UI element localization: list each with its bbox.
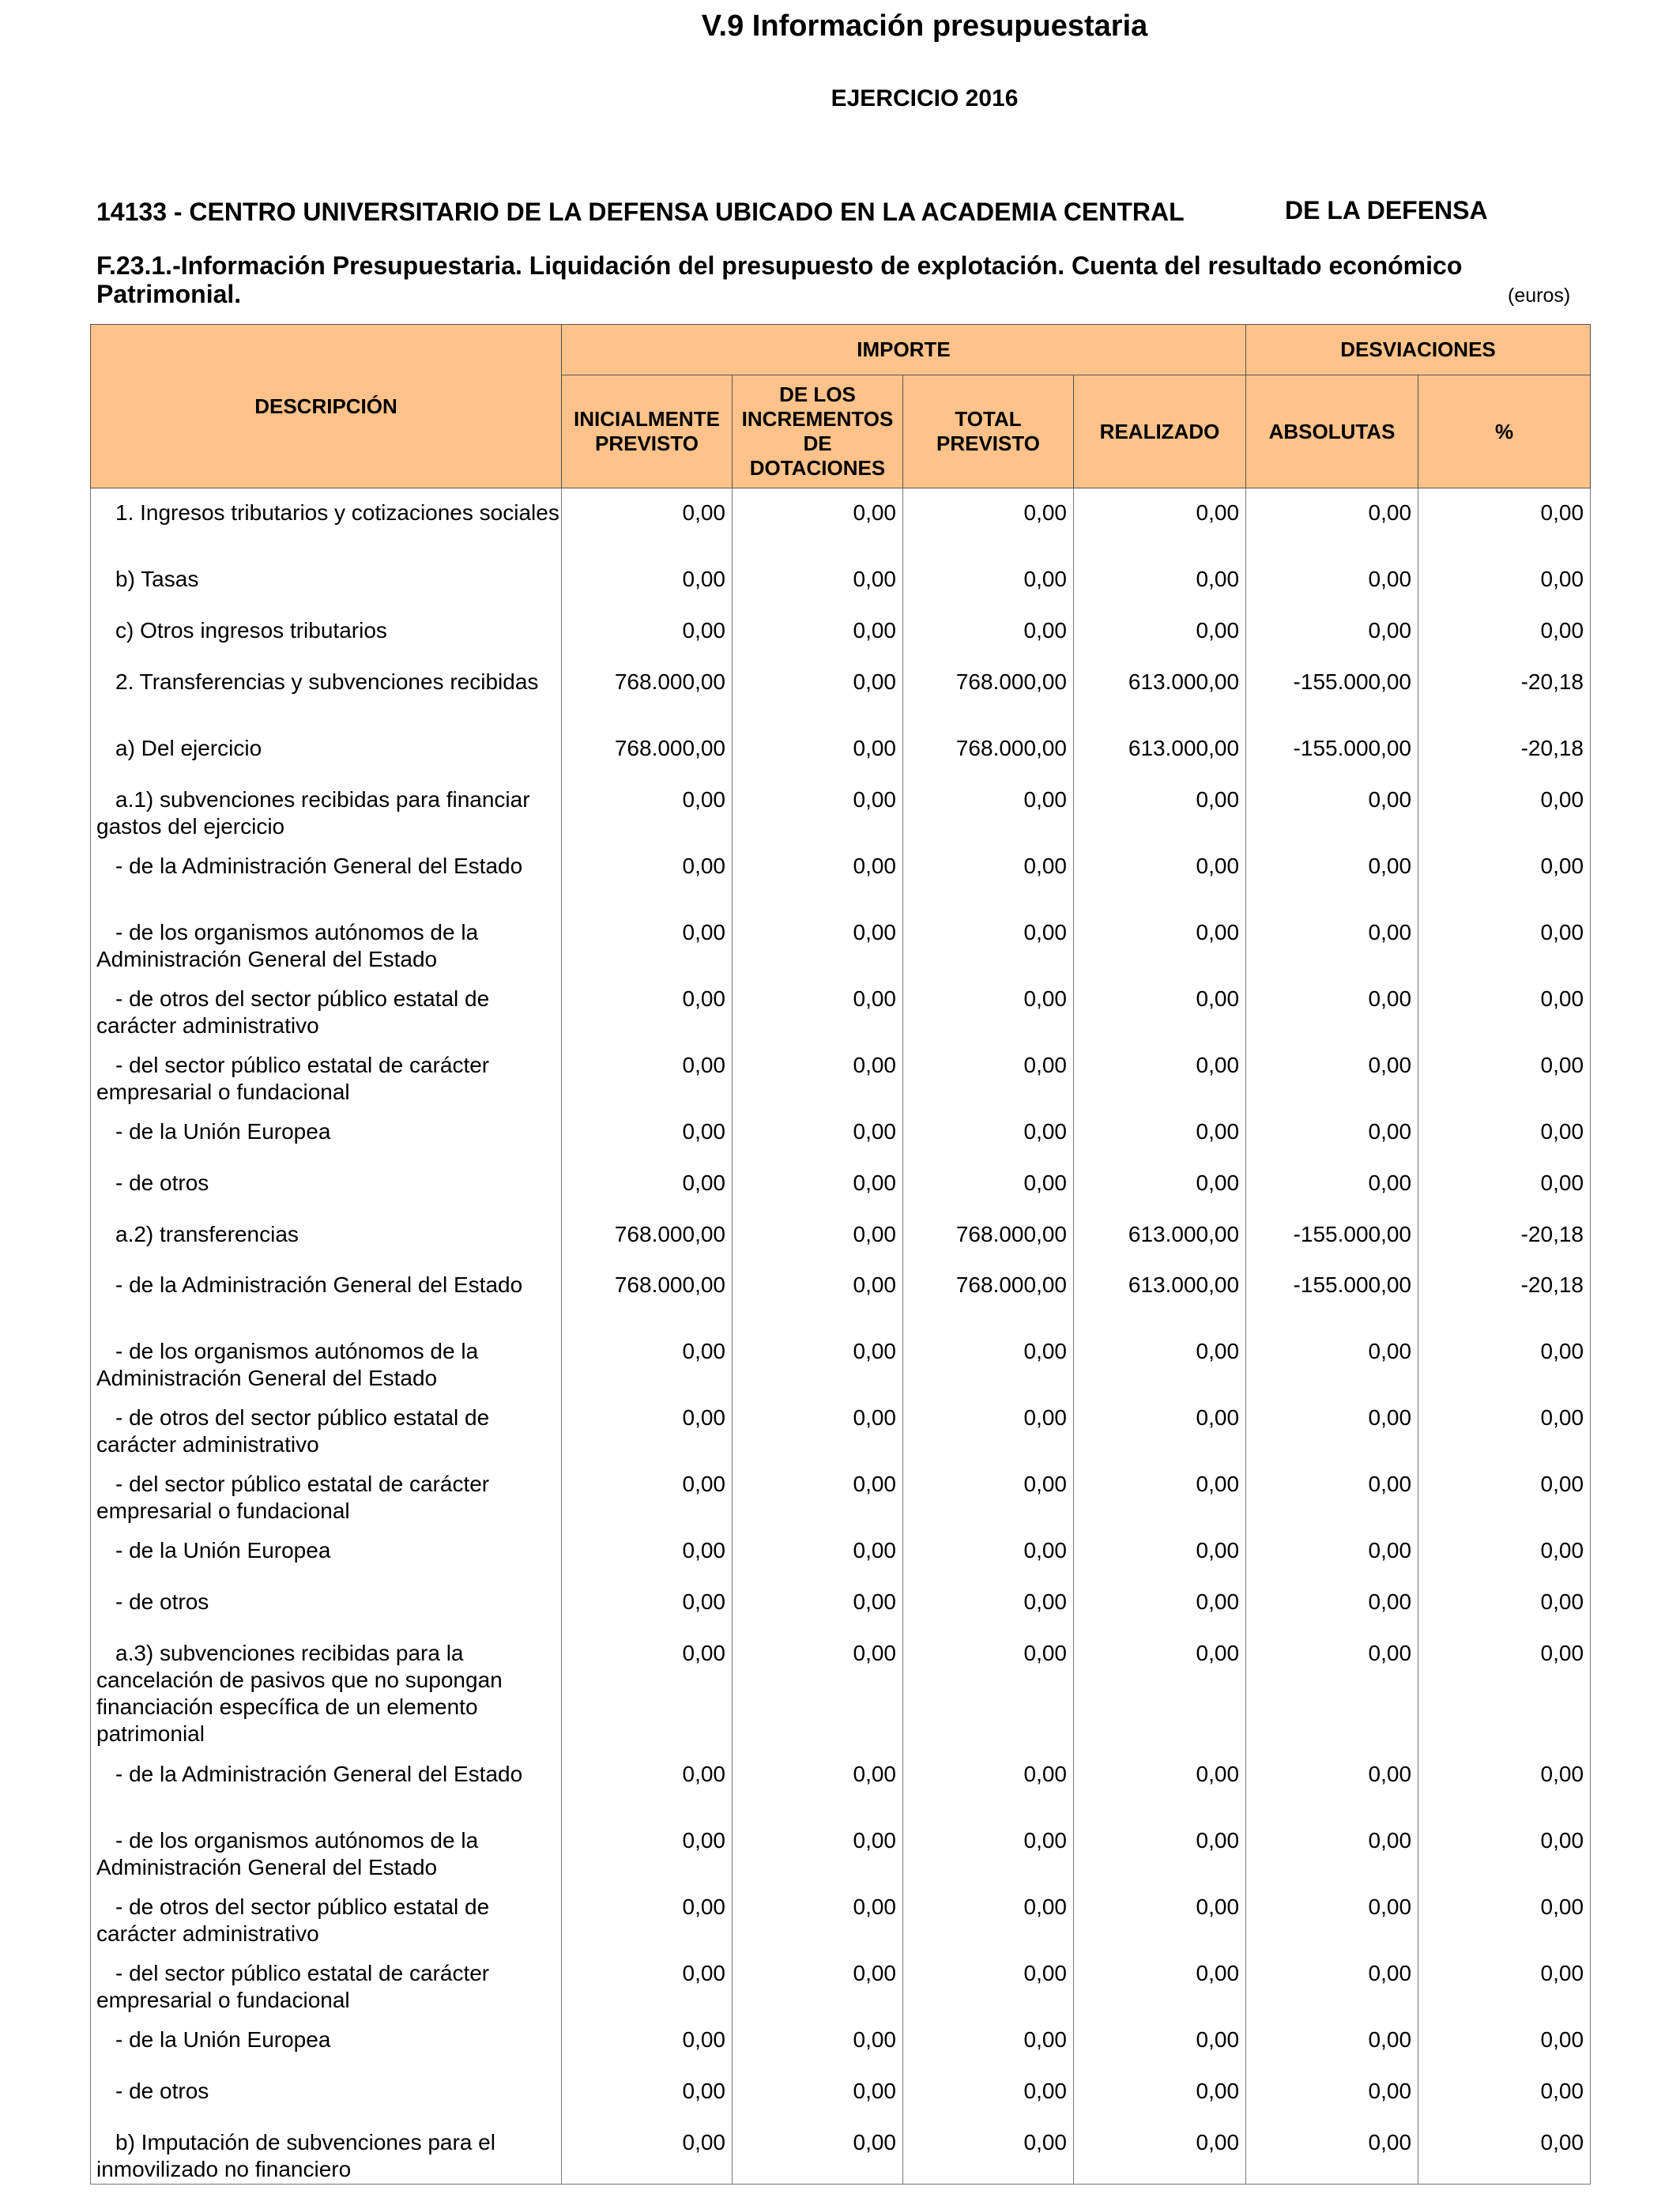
row-label: - de otros — [115, 2078, 209, 2103]
row-description — [91, 775, 562, 842]
row-value: 0,00 — [733, 1041, 903, 1107]
row-value: 0,00 — [1246, 555, 1418, 606]
row-value: 768.000,00 — [562, 1210, 733, 1261]
row-value: 0,00 — [1418, 1460, 1591, 1526]
row-value: 0,00 — [733, 2118, 903, 2185]
row-label: - del sector público estatal de carácter empresarial o fundacional — [96, 1471, 490, 1523]
row-value: 0,00 — [903, 1883, 1074, 1949]
entity-name: 14133 - CENTRO UNIVERSITARIO DE LA DEFENSA UBICADO EN LA ACADEMIA CENTRAL — [96, 198, 1185, 226]
row-description — [91, 1327, 562, 1393]
header-absolutas: ABSOLUTAS — [1246, 375, 1418, 488]
row-value: 0,00 — [903, 1460, 1074, 1526]
row-value: 0,00 — [1074, 842, 1246, 908]
row-value: 0,00 — [1246, 1159, 1418, 1210]
table-row — [91, 1393, 1591, 1460]
table-row — [91, 1816, 1591, 1883]
row-value: 0,00 — [562, 1629, 733, 1750]
row-value: 0,00 — [903, 488, 1074, 555]
table-row — [91, 724, 1591, 775]
row-value: 0,00 — [1246, 1393, 1418, 1460]
row-value: -20,18 — [1418, 1261, 1591, 1327]
row-value: 0,00 — [733, 1159, 903, 1210]
row-value: 0,00 — [1246, 488, 1418, 555]
table-row — [91, 658, 1591, 724]
row-description — [91, 555, 562, 606]
row-value: 0,00 — [1074, 1578, 1246, 1629]
row-value: 0,00 — [903, 2118, 1074, 2185]
row-value: 0,00 — [1074, 1629, 1246, 1750]
row-value: 0,00 — [562, 1041, 733, 1107]
row-value: 0,00 — [733, 1526, 903, 1578]
row-value: 0,00 — [1074, 1393, 1246, 1460]
row-description — [91, 724, 562, 775]
row-value: 0,00 — [562, 1327, 733, 1393]
row-value: 0,00 — [1418, 1629, 1591, 1750]
table-row — [91, 1883, 1591, 1949]
row-value: 0,00 — [903, 1041, 1074, 1107]
row-description — [91, 974, 562, 1041]
table-row — [91, 2015, 1591, 2067]
row-value: 0,00 — [733, 1327, 903, 1393]
row-label: - de los organismos autónomos de la Administración General del Estado — [96, 1338, 479, 1390]
row-value: 0,00 — [733, 488, 903, 555]
row-value: 0,00 — [733, 1107, 903, 1159]
row-value: 0,00 — [1074, 488, 1246, 555]
table-row — [91, 1526, 1591, 1578]
row-value: 0,00 — [1074, 1949, 1246, 2015]
row-value: 0,00 — [903, 775, 1074, 842]
row-value: 0,00 — [1418, 1816, 1591, 1883]
row-label: c) Otros ingresos tributarios — [115, 617, 387, 643]
row-description — [91, 1261, 562, 1327]
header-importe: IMPORTE — [562, 325, 1246, 375]
row-value: 0,00 — [733, 555, 903, 606]
row-description — [91, 908, 562, 974]
row-value: 0,00 — [562, 775, 733, 842]
row-value: 0,00 — [1074, 974, 1246, 1041]
row-label: - del sector público estatal de carácter empresarial o fundacional — [96, 1960, 490, 2012]
row-value: 613.000,00 — [1074, 658, 1246, 724]
row-value: 0,00 — [1074, 1159, 1246, 1210]
row-value: 0,00 — [1246, 2067, 1418, 2118]
row-value: 0,00 — [733, 1629, 903, 1750]
row-value: 0,00 — [1418, 1883, 1591, 1949]
header-percent: % — [1418, 375, 1591, 488]
row-label: - de la Unión Europea — [115, 1537, 331, 1563]
row-value: -155.000,00 — [1246, 1210, 1418, 1261]
row-value: 0,00 — [1418, 1041, 1591, 1107]
row-value: 0,00 — [562, 488, 733, 555]
row-value: 768.000,00 — [903, 1261, 1074, 1327]
row-description — [91, 1750, 562, 1816]
row-value: 0,00 — [562, 1578, 733, 1629]
row-value: 0,00 — [1246, 1526, 1418, 1578]
row-value: 0,00 — [562, 974, 733, 1041]
row-value: 0,00 — [903, 1107, 1074, 1159]
row-description — [91, 1883, 562, 1949]
row-label: a.3) subvenciones recibidas para la cancelación de pasivos que no supongan financiación específica de un elemento patrimonial — [96, 1640, 503, 1746]
row-label: - de la Unión Europea — [115, 1118, 331, 1144]
row-value: 0,00 — [562, 1159, 733, 1210]
row-value: -20,18 — [1418, 724, 1591, 775]
row-value: 0,00 — [1418, 555, 1591, 606]
table-row — [91, 1210, 1591, 1261]
row-value: 613.000,00 — [1074, 1261, 1246, 1327]
row-value: 0,00 — [1418, 1159, 1591, 1210]
row-description — [91, 1816, 562, 1883]
row-value: 0,00 — [1246, 1883, 1418, 1949]
row-value: 0,00 — [733, 1949, 903, 2015]
row-value: 0,00 — [562, 555, 733, 606]
row-value: 0,00 — [733, 606, 903, 658]
row-value: 0,00 — [1418, 1327, 1591, 1393]
row-value: 0,00 — [903, 1578, 1074, 1629]
row-description — [91, 1629, 562, 1750]
table-row — [91, 908, 1591, 974]
row-value: 0,00 — [1246, 2118, 1418, 2185]
row-value: 0,00 — [1246, 842, 1418, 908]
row-value: 0,00 — [1246, 2015, 1418, 2067]
row-value: 0,00 — [1074, 1327, 1246, 1393]
row-description — [91, 658, 562, 724]
row-value: 0,00 — [1246, 606, 1418, 658]
row-value: 0,00 — [903, 2067, 1074, 2118]
row-label: - de los organismos autónomos de la Administración General del Estado — [96, 919, 479, 971]
row-value: 768.000,00 — [562, 724, 733, 775]
table-row — [91, 974, 1591, 1041]
row-value: -155.000,00 — [1246, 1261, 1418, 1327]
row-value: 0,00 — [1246, 1750, 1418, 1816]
row-value: 0,00 — [562, 606, 733, 658]
row-value: 0,00 — [1074, 775, 1246, 842]
row-label: a) Del ejercicio — [115, 735, 262, 760]
row-label: b) Imputación de subvenciones para el inmovilizado no financiero — [96, 2129, 495, 2181]
row-description — [91, 1041, 562, 1107]
row-value: 0,00 — [1246, 1460, 1418, 1526]
table-row — [91, 842, 1591, 908]
row-value: 0,00 — [1418, 488, 1591, 555]
table-row — [91, 1041, 1591, 1107]
row-value: 768.000,00 — [903, 1210, 1074, 1261]
row-value: 0,00 — [1418, 974, 1591, 1041]
header-desviaciones: DESVIACIONES — [1246, 325, 1591, 375]
row-value: 0,00 — [1246, 775, 1418, 842]
row-value: 0,00 — [903, 1750, 1074, 1816]
row-value: 0,00 — [903, 1393, 1074, 1460]
row-description — [91, 488, 562, 555]
row-label: - de otros del sector público estatal de carácter administrativo — [96, 1404, 490, 1457]
row-value: 0,00 — [1074, 1883, 1246, 1949]
row-value: 0,00 — [1246, 1107, 1418, 1159]
row-value: 0,00 — [903, 974, 1074, 1041]
row-value: 0,00 — [1074, 1041, 1246, 1107]
row-description — [91, 1210, 562, 1261]
row-description — [91, 1159, 562, 1210]
row-value: 768.000,00 — [903, 724, 1074, 775]
table-row — [91, 1578, 1591, 1629]
row-value: 0,00 — [1074, 1107, 1246, 1159]
table-row — [91, 488, 1591, 555]
header-total-previsto: TOTAL PREVISTO — [903, 375, 1074, 488]
row-value: 0,00 — [1418, 908, 1591, 974]
row-label: a.1) subvenciones recibidas para financiar gastos del ejercicio — [96, 786, 530, 839]
row-value: 0,00 — [1074, 2015, 1246, 2067]
row-value: 0,00 — [1074, 2118, 1246, 2185]
row-value: 0,00 — [562, 1816, 733, 1883]
table-row — [91, 1629, 1591, 1750]
row-value: 0,00 — [562, 1750, 733, 1816]
row-label: - de otros del sector público estatal de carácter administrativo — [96, 986, 490, 1038]
row-value: 0,00 — [1074, 908, 1246, 974]
row-value: 0,00 — [1074, 2067, 1246, 2118]
row-label: 1. Ingresos tributarios y cotizaciones sociales — [115, 500, 559, 525]
row-value: 0,00 — [562, 2015, 733, 2067]
row-value: 768.000,00 — [562, 1261, 733, 1327]
row-description — [91, 606, 562, 658]
row-description — [91, 842, 562, 908]
row-value: 0,00 — [733, 658, 903, 724]
row-value: 0,00 — [903, 1949, 1074, 2015]
row-value: 0,00 — [733, 1578, 903, 1629]
row-label: - de la Administración General del Estado — [115, 853, 523, 878]
row-value: -155.000,00 — [1246, 724, 1418, 775]
row-value: 0,00 — [562, 1107, 733, 1159]
row-description — [91, 1949, 562, 2015]
row-value: 0,00 — [903, 908, 1074, 974]
row-value: 0,00 — [1418, 1578, 1591, 1629]
row-label: - de la Administración General del Estado — [115, 1761, 523, 1786]
row-value: 0,00 — [1418, 1107, 1591, 1159]
row-value: 0,00 — [1418, 1526, 1591, 1578]
row-value: 0,00 — [733, 842, 903, 908]
row-value: 0,00 — [733, 1261, 903, 1327]
row-value: 0,00 — [733, 1210, 903, 1261]
row-value: 0,00 — [903, 842, 1074, 908]
row-value: 0,00 — [1418, 606, 1591, 658]
row-value: 0,00 — [733, 908, 903, 974]
row-value: 0,00 — [733, 2015, 903, 2067]
row-value: 0,00 — [1246, 1578, 1418, 1629]
row-value: 0,00 — [562, 2067, 733, 2118]
row-label: - de otros del sector público estatal de carácter administrativo — [96, 1894, 490, 1946]
row-label: 2. Transferencias y subvenciones recibidas — [115, 669, 539, 694]
row-value: 0,00 — [1418, 1393, 1591, 1460]
row-value: 0,00 — [903, 2015, 1074, 2067]
row-value: 613.000,00 — [1074, 1210, 1246, 1261]
row-value: 0,00 — [562, 842, 733, 908]
row-value: 0,00 — [1074, 1526, 1246, 1578]
row-value: 0,00 — [1246, 1816, 1418, 1883]
row-description — [91, 1526, 562, 1578]
entity-name-continuation: DE LA DEFENSA — [1285, 196, 1488, 224]
row-value: 0,00 — [562, 1949, 733, 2015]
row-label: b) Tasas — [115, 566, 199, 591]
row-value: 0,00 — [1074, 555, 1246, 606]
row-value: 0,00 — [733, 1816, 903, 1883]
row-value: 0,00 — [903, 1526, 1074, 1578]
row-label: - de la Unión Europea — [115, 2026, 331, 2052]
row-description — [91, 2015, 562, 2067]
row-value: 768.000,00 — [903, 658, 1074, 724]
row-value: 0,00 — [1418, 842, 1591, 908]
row-label: - de otros — [115, 1589, 209, 1614]
row-description — [91, 2118, 562, 2185]
row-label: - de otros — [115, 1170, 209, 1195]
row-value: 0,00 — [903, 1159, 1074, 1210]
table-row — [91, 1107, 1591, 1159]
page-title: V.9 Información presupuestaria — [701, 9, 1148, 43]
row-value: 0,00 — [733, 1883, 903, 1949]
row-value: 0,00 — [1246, 1949, 1418, 2015]
table-row — [91, 2118, 1591, 2185]
row-value: 0,00 — [562, 1526, 733, 1578]
header-realizado: REALIZADO — [1074, 375, 1246, 488]
table-row — [91, 775, 1591, 842]
row-value: -20,18 — [1418, 1210, 1591, 1261]
row-value: 0,00 — [733, 2067, 903, 2118]
row-value: 0,00 — [733, 974, 903, 1041]
row-value: 0,00 — [1246, 1041, 1418, 1107]
row-value: 0,00 — [903, 1816, 1074, 1883]
row-value: -155.000,00 — [1246, 658, 1418, 724]
header-descripcion: DESCRIPCIÓN — [91, 325, 562, 488]
row-value: -20,18 — [1418, 658, 1591, 724]
table-row — [91, 1460, 1591, 1526]
row-description — [91, 1107, 562, 1159]
row-value: 0,00 — [903, 555, 1074, 606]
row-label: - del sector público estatal de carácter empresarial o fundacional — [96, 1052, 490, 1104]
row-value: 0,00 — [903, 1629, 1074, 1750]
table-row — [91, 1750, 1591, 1816]
row-value: 0,00 — [562, 2118, 733, 2185]
row-label: - de los organismos autónomos de la Administración General del Estado — [96, 1827, 479, 1879]
table-row — [91, 1159, 1591, 1210]
row-value: 0,00 — [1418, 2067, 1591, 2118]
table-row — [91, 1949, 1591, 2015]
section-title: F.23.1.-Información Presupuestaria. Liquidación del presupuesto de explotación. Cuenta del resultado económico Patrimonial. — [96, 251, 1463, 308]
header-incrementos-dotaciones: DE LOS INCREMENTOS DE DOTACIONES — [733, 375, 903, 488]
row-value: 0,00 — [1074, 606, 1246, 658]
row-value: 0,00 — [562, 1883, 733, 1949]
row-value: 0,00 — [1418, 775, 1591, 842]
row-value: 0,00 — [733, 724, 903, 775]
row-value: 0,00 — [1246, 1629, 1418, 1750]
row-value: 0,00 — [1074, 1460, 1246, 1526]
budget-table — [90, 324, 1591, 2185]
row-value: 0,00 — [1418, 2118, 1591, 2185]
table-row — [91, 1327, 1591, 1393]
row-label: a.2) transferencias — [115, 1221, 299, 1246]
row-value: 0,00 — [562, 1393, 733, 1460]
row-value: 0,00 — [1418, 2015, 1591, 2067]
table-row — [91, 2067, 1591, 2118]
row-value: 0,00 — [1246, 908, 1418, 974]
units-label: (euros) — [1508, 285, 1571, 307]
row-value: 0,00 — [1246, 1327, 1418, 1393]
row-value: 0,00 — [1418, 1750, 1591, 1816]
table-row — [91, 555, 1591, 606]
row-value: 0,00 — [1074, 1816, 1246, 1883]
row-value: 0,00 — [733, 1750, 903, 1816]
row-value: 613.000,00 — [1074, 724, 1246, 775]
table-body — [91, 488, 1591, 2185]
row-value: 0,00 — [733, 775, 903, 842]
row-description — [91, 1578, 562, 1629]
row-description — [91, 1460, 562, 1526]
row-value: 0,00 — [733, 1393, 903, 1460]
fiscal-year: EJERCICIO 2016 — [831, 85, 1019, 111]
row-value: 768.000,00 — [562, 658, 733, 724]
row-label: - de la Administración General del Estado — [115, 1272, 523, 1297]
row-value: 0,00 — [903, 1327, 1074, 1393]
row-value: 0,00 — [562, 908, 733, 974]
header-inicialmente-previsto: INICIALMENTE PREVISTO — [562, 375, 733, 488]
row-value: 0,00 — [903, 606, 1074, 658]
row-description — [91, 1393, 562, 1460]
row-description — [91, 2067, 562, 2118]
table-row — [91, 606, 1591, 658]
table-row — [91, 1261, 1591, 1327]
row-value: 0,00 — [562, 1460, 733, 1526]
row-value: 0,00 — [1418, 1949, 1591, 2015]
row-value: 0,00 — [733, 1460, 903, 1526]
row-value: 0,00 — [1074, 1750, 1246, 1816]
row-value: 0,00 — [1246, 974, 1418, 1041]
